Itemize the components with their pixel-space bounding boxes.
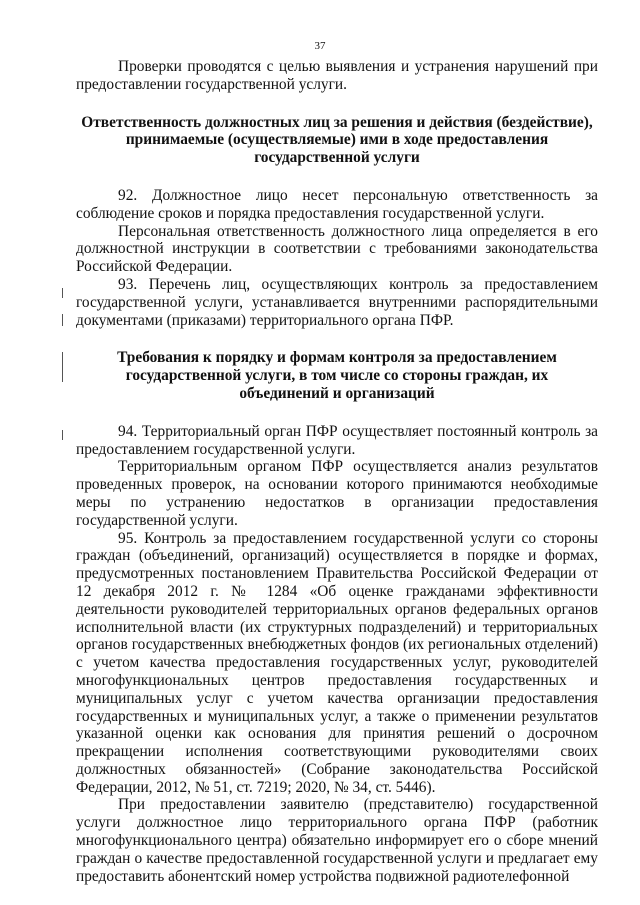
section-heading-control-requirements: Требования к порядку и формам контроля за предоставлением государственной услуги, в том числе со стороны граждан, их объединений и организаций [117,349,557,402]
paragraph-95: 95. Контроль за предоставлением государственной услуги со стороны граждан (объединений, организаций) осуществляется в порядке и формах, предусмотренных постановлением Правительства Российской Федерации от 12 декабря 2012 г. № 1284 «Об оценке гражданами эффективности деятельности руководителей территориальных органов федеральных органов исполнительной власти (их структурных подразделений) и территориальных органов государственных внебюджетных фондов (их региональных отделений) с учетом качества предоставления государственных услуг, руководителей многофункциональных центров предоставления государственных и муниципальных услуг с учетом качества организации предоставления государственных и муниципальных услуг, а также о применении результатов указанной оценки как основания для принятия решений о досрочном прекращении исполнения соответствующими руководителями своих должностных обязанностей» (Собрание законодательства Российской Федерации, 2012, № 51, ст. 7219; 2020, № 34, ст. 5446). [76,529,598,796]
scan-artifact [62,352,63,382]
scan-artifact [62,314,63,326]
paragraph-analysis: Территориальным органом ПФР осуществляется анализ результатов проведенных проверок, на основании которого принимаются необходимые меры по устранению недостатков в организации предоставления государственной услуги. [76,458,598,529]
paragraph-93: 93. Перечень лиц, осуществляющих контроль за предоставлением государственной услуги, устанавливается внутренними распорядительными документами (приказами) территориального органа ПФР. [76,275,598,329]
scan-artifact [62,288,63,298]
section-heading-responsibility: Ответственность должностных лиц за решения и действия (бездействие), принимаемые (осуществляемые) ими в ходе предоставления государственной услуги [81,113,593,167]
scan-artifact [62,430,63,440]
paragraph-92: 92. Должностное лицо несет персональную ответственность за соблюдение сроков и порядка предоставления государственной услуги. [76,186,598,222]
paragraph-personal-responsibility: Персональная ответственность должностного лица определяется в его должностной инструкции в соответствии с требованиями законодательства Российской Федерации. [76,222,598,276]
paragraph-informing: При предоставлении заявителю (представителю) государственной услуги должностное лицо территориального органа ПФР (работник многофункционального центра) обязательно информирует его о сборе мнений граждан о качестве предоставленной государственной услуги и предлагает ему предоставить абонентский номер устройства подвижной радиотелефонной [76,796,598,885]
paragraph-inspections: Проверки проводятся с целью выявления и устранения нарушений при предоставлении государственной услуги. [76,58,598,93]
document-body [76,58,598,885]
paragraph-94: 94. Территориальный орган ПФР осуществляет постоянный контроль за предоставлением государственной услуги. [76,422,598,458]
page-number: 37 [314,40,326,52]
